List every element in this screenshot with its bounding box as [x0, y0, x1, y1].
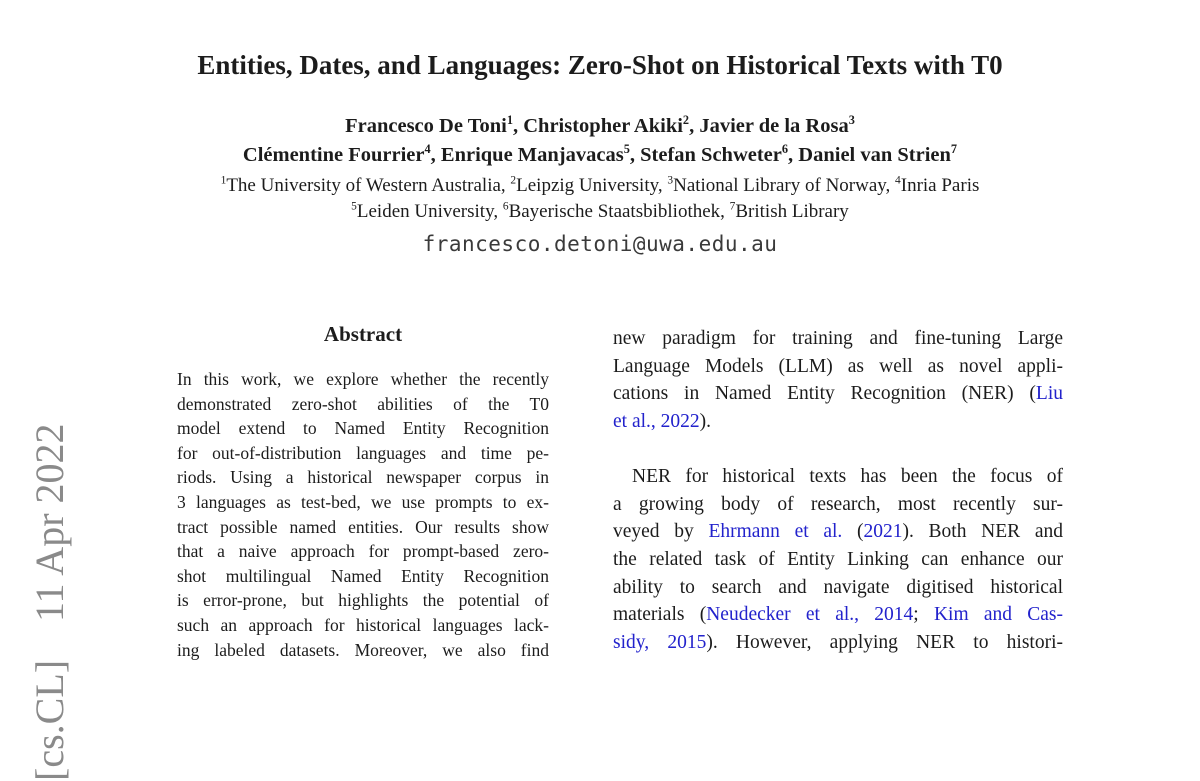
text-segment: Inria Paris: [900, 175, 980, 196]
superscript-marker: 1: [506, 113, 513, 128]
text-segment: Leiden University,: [356, 201, 503, 222]
arxiv-stamp-date: 11 Apr 2022: [27, 423, 72, 622]
text-line: [177, 564, 549, 589]
text-segment: , Stefan Schweter: [629, 143, 782, 166]
text-line: [0, 173, 1200, 199]
text-line: [0, 141, 1200, 170]
superscript-marker: 7: [950, 141, 958, 156]
affiliation-list: [0, 173, 1200, 225]
text-segment: , Christopher Akiki: [512, 115, 683, 137]
paper-title: Entities, Dates, and Languages: Zero-Shot on Historical Texts with T0: [197, 50, 1003, 80]
text-segment: In this work, we explore whether the recently: [177, 369, 549, 389]
text-line: [177, 392, 549, 417]
text-line: [613, 546, 1063, 574]
superscript-marker: 6: [502, 200, 509, 213]
text-line: [177, 539, 549, 564]
superscript-marker: 2: [510, 174, 517, 187]
text-segment: ). Both NER and: [902, 521, 1064, 543]
text-line: [613, 518, 1063, 546]
text-line: [177, 367, 549, 392]
superscript-marker: 5: [623, 141, 630, 156]
text-segment: materials (: [613, 604, 707, 626]
abstract-heading: Abstract: [323, 322, 403, 346]
text-segment: (: [842, 521, 864, 543]
text-segment: 3 languages as test-bed, we use prompts to ex-: [177, 491, 549, 512]
superscript-marker: 4: [424, 141, 431, 156]
text-line: [0, 199, 1200, 225]
text-segment: that a naive approach for prompt-based zero-: [177, 541, 549, 562]
text-segment: ability to search and navigate digitised historical: [613, 576, 1063, 598]
citation-link[interactable]: Kim and Cas-: [933, 604, 1064, 626]
contact-email: francesco.detoni@uwa.edu.au: [422, 232, 778, 256]
author-list: [0, 112, 1200, 169]
text-segment: ing labeled datasets. Moreover, we also find: [177, 639, 549, 660]
text-line: [177, 638, 549, 663]
text-line: [613, 463, 1063, 491]
text-line: [613, 601, 1063, 629]
superscript-marker: 2: [682, 113, 690, 128]
text-line: [613, 574, 1063, 602]
text-line: [177, 416, 549, 441]
text-segment: model extend to Named Entity Recognition: [177, 418, 549, 439]
citation-link[interactable]: Liu: [1035, 383, 1063, 405]
citation-link[interactable]: 2021: [863, 521, 903, 543]
superscript-marker: 7: [729, 200, 736, 213]
text-segment: shot multilingual Named Entity Recognition: [177, 565, 549, 586]
text-segment: is error-prone, but highlights the potential of: [177, 590, 549, 611]
text-segment: tract possible named entities. Our results show: [177, 516, 549, 537]
text-segment: veyed by: [613, 521, 709, 543]
text-segment: , Enrique Manjavacas: [430, 143, 624, 166]
text-line: [613, 491, 1063, 519]
text-segment: The University of Western Australia,: [226, 175, 511, 196]
abstract-text-column: [177, 367, 549, 662]
text-segment: National Library of Norway,: [673, 175, 896, 196]
arxiv-stamp-category: [cs.CL]: [27, 659, 72, 781]
text-segment: , Javier de la Rosa: [689, 115, 849, 137]
superscript-marker: 1: [220, 174, 227, 187]
text-segment: new paradigm for training and fine-tuning Large: [613, 328, 1063, 349]
citation-link[interactable]: Neudecker et al., 2014: [706, 604, 914, 626]
intro-paragraph-2: [613, 463, 1063, 657]
superscript-marker: 6: [781, 141, 789, 156]
text-line: [0, 112, 1200, 141]
text-segment: , Daniel van Strien: [788, 143, 951, 166]
text-line: [177, 465, 549, 490]
superscript-marker: 3: [667, 174, 674, 187]
text-segment: riods. Using a historical newspaper corpus in: [177, 467, 549, 488]
text-segment: Leipzig University,: [516, 175, 668, 196]
text-line: [613, 325, 1063, 353]
text-segment: Bayerische Staatsbibliothek,: [508, 201, 730, 222]
text-segment: ). However, applying NER to histori-: [706, 632, 1063, 654]
text-line: [177, 588, 549, 613]
text-line: [177, 441, 549, 466]
text-segment: demonstrated zero-shot abilities of the T0: [177, 393, 549, 414]
text-segment: cations in Named Entity Recognition (NER) (: [613, 383, 1036, 405]
text-segment: a growing body of research, most recently sur-: [613, 493, 1063, 515]
intro-paragraph-1: [613, 325, 1063, 436]
text-line: [613, 408, 1063, 436]
text-line: [177, 515, 549, 540]
citation-link[interactable]: sidy, 2015: [613, 632, 707, 654]
text-line: [613, 629, 1063, 657]
citation-link[interactable]: et al., 2022: [613, 411, 700, 433]
text-segment: such an approach for historical languages lack-: [177, 614, 549, 635]
superscript-marker: 5: [351, 200, 357, 213]
text-segment: ;: [913, 604, 934, 626]
text-segment: the related task of Entity Linking can enhance our: [613, 549, 1063, 571]
superscript-marker: 3: [848, 113, 855, 128]
text-segment: Francesco De Toni: [345, 115, 507, 137]
superscript-marker: 4: [895, 174, 901, 187]
text-segment: British Library: [735, 201, 849, 222]
text-segment: NER for historical texts has been the focus of: [632, 466, 1063, 487]
text-line: [177, 490, 549, 515]
text-line: [613, 353, 1063, 381]
text-segment: Clémentine Fourrier: [242, 143, 425, 166]
text-segment: ).: [699, 411, 712, 433]
text-segment: Language Models (LLM) as well as novel appli-: [613, 355, 1063, 377]
citation-link[interactable]: Ehrmann et al.: [708, 521, 843, 543]
text-line: [613, 380, 1063, 408]
text-line: [177, 613, 549, 638]
text-segment: for out-of-distribution languages and time pe-: [177, 442, 549, 463]
